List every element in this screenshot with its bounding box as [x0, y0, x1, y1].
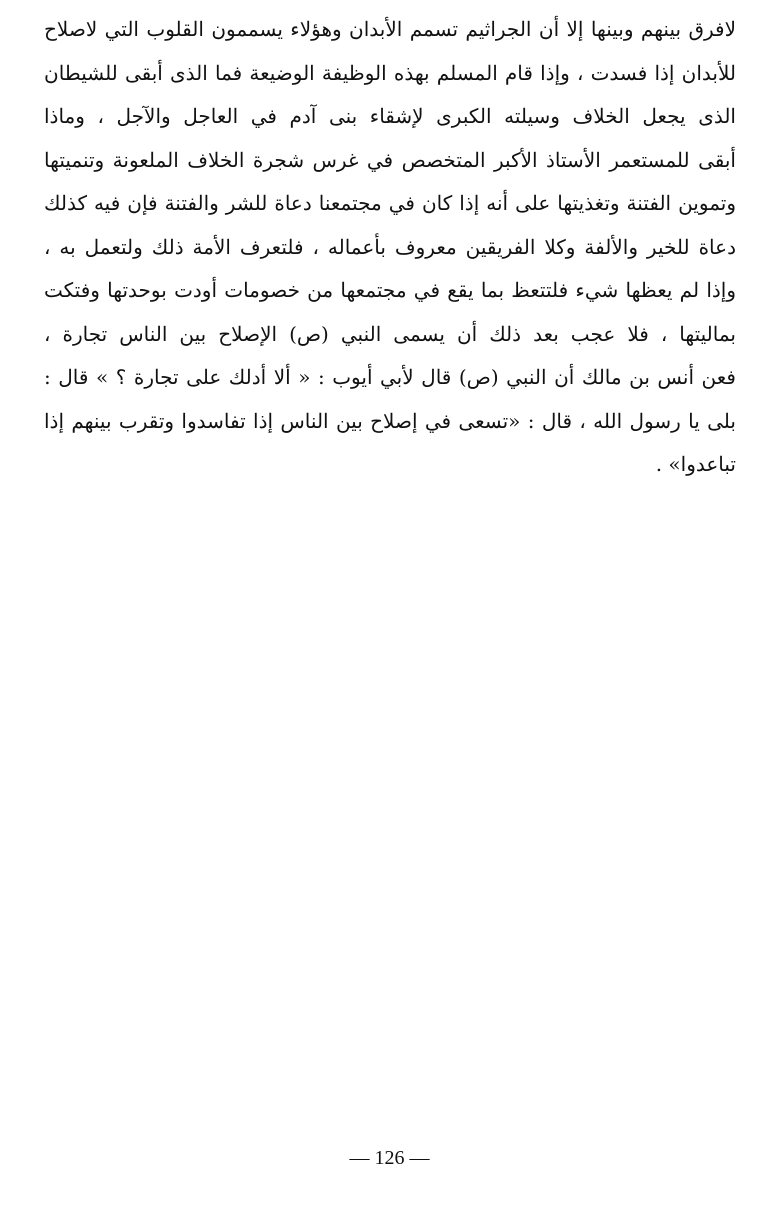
text-line-11: تباعدوا» . [655, 452, 736, 476]
text-line-1: لافرق بينهم وبينها إلا أن الجراثيم تسمم الأبدان وهؤلاء يسممون القلوب التي لاصلاح [44, 17, 736, 41]
page-number: — 126 — [349, 1147, 430, 1169]
text-line-8: بماليتها ، فلا عجب بعد ذلك أن يسمى النبي (ص) الإصلاح بين الناس تجارة ، [44, 321, 736, 346]
text-line-5: وتموين الفتنة وتغذيتها على أنه إذا كان في مجتمعنا دعاة للشر والفتنة فإن فيه كذلك [44, 191, 736, 215]
body-text [44, 8, 736, 487]
text-line-4: أبقى للمستعمر الأستاذ الأكبر المتخصص في غرس شجرة الخلاف الملعونة وتنميتها [44, 147, 736, 172]
text-line-6: دعاة للخير والألفة وكلا الفريقين معروف بأعماله ، فلتعرف الأمة ذلك ولتعمل به ، [44, 234, 736, 259]
text-line-3: الذى يجعل الخلاف وسيلته الكبرى لإشقاء بنى آدم في العاجل والآجل ، وماذا [44, 104, 736, 128]
text-line-7: وإذا لم يعظها شيء فلتتعظ بما يقع في مجتمعها من خصومات أودت بوحدتها وفتكت [44, 278, 736, 302]
text-line-10: بلى يا رسول الله ، قال : «تسعى في إصلاح بين الناس إذا تفاسدوا وتقرب بينهم إذا [44, 408, 736, 433]
text-line-9: فعن أنس بن مالك أن النبي (ص) قال لأبي أيوب : « ألا أدلك على تجارة ؟ » قال : [44, 365, 736, 389]
text-line-2: للأبدان إذا فسدت ، وإذا قام المسلم بهذه الوظيفة الوضيعة فما الذى أبقى للشيطان [44, 60, 736, 85]
